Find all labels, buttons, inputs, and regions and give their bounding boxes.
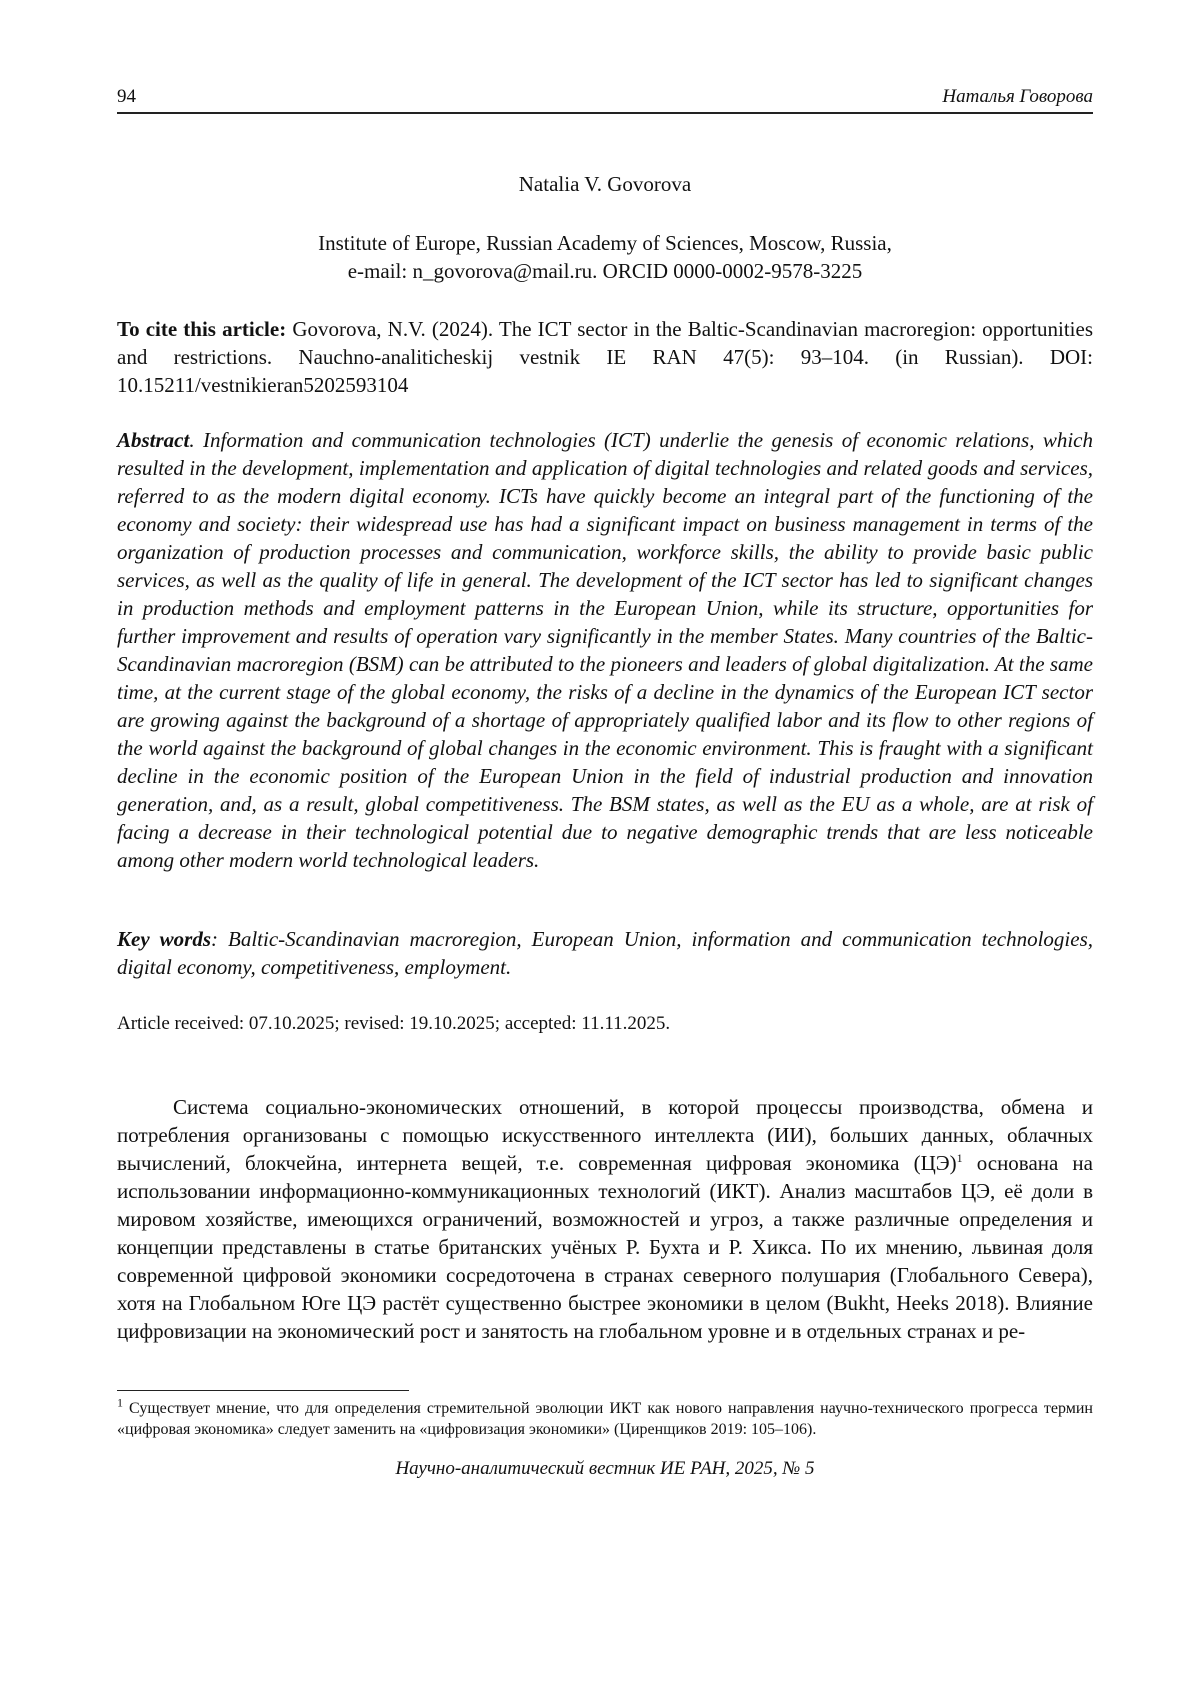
author-affiliation	[117, 229, 1093, 285]
footnote-text: Существует мнение, что для определения стремительной эволюции ИКТ как нового направления научно-технического прогресса термин «цифровая экономика» следует заменить на «цифровизация экономики» (Циренщиков 2019: 105–106).	[117, 1400, 1093, 1438]
citation-text: Govorova, N.V. (2024). The ICT sector in the Baltic-Scandinavian macroregion: opportunities and restrictions. Nauchno-analiticheskij vestnik IE RAN 47(5): 93–104. (in Russian). DOI: 10.15211/vestnikieran5202593104	[117, 317, 1093, 397]
abstract-label: Abstract	[117, 428, 190, 452]
body-text-part2: основана на использовании информационно-коммуникационных технологий (ИКТ). Анализ масштабов ЦЭ, её доли в мировом хозяйстве, имеющихся ограничений, возможностей и угроз, а также различные определения и концепции представлены в статье британских учёных Р. Бухта и Р. Хикса. По их мнению, львиная доля современной цифровой экономики сосредоточена в странах северного полушария (Глобального Севера), хотя на Глобальном Юге ЦЭ растёт существенно быстрее экономики в целом (Bukht, Heeks 2018). Влияние цифровизации на экономический рост и занятость на глобальном уровне и в отдельных странах и ре-	[117, 1151, 1093, 1343]
article-dates: Article received: 07.10.2025; revised: 19.10.2025; accepted: 11.11.2025.	[117, 1013, 671, 1034]
body-text-part1: Система социально-экономических отношений, в которой процессы производства, обмена и потребления организованы с помощью искусственного интеллекта (ИИ), больших данных, облачных вычислений, блокчейна, интернета вещей, т.е. современная цифровая экономика (ЦЭ)	[117, 1095, 1093, 1175]
keywords-block	[117, 925, 1093, 981]
body-paragraph	[117, 1093, 1093, 1345]
footnote-divider	[117, 1390, 409, 1391]
running-author: Наталья Говорова	[942, 86, 1093, 107]
abstract-block	[117, 426, 1093, 874]
citation-label: To cite this article:	[117, 317, 287, 341]
page-number: 94	[117, 86, 136, 107]
document-page	[117, 0, 1093, 1698]
running-header	[117, 84, 1093, 114]
citation-block	[117, 315, 1093, 399]
body-text	[117, 1093, 1093, 1345]
footnote-number: 1	[117, 1395, 123, 1410]
contact-line: e-mail: n_govorova@mail.ru. ORCID 0000-0002-9578-3225	[347, 259, 863, 283]
keywords-label: Key words	[117, 927, 212, 951]
footnote	[117, 1395, 1093, 1440]
journal-footer: Научно-аналитический вестник ИЕ РАН, 2025, № 5	[395, 1458, 815, 1479]
abstract-text: . Information and communication technologies (ICT) underlie the genesis of economic relations, which resulted in the development, implementation and application of digital technologies and related goods and services, referred to as the modern digital economy. ICTs have quickly become an integral part of the functioning of the economy and society: their widespread use has had a significant impact on business management in terms of the organization of production processes and communication, workforce skills, the ability to provide basic public services, as well as the quality of life in general. The development of the ICT sector has led to significant changes in production methods and employment patterns in the European Union, while its structure, opportunities for further improvement and results of operation vary significantly in the member States. Many countries of the Baltic-Scandinavian macroregion (BSM) can be attributed to the pioneers and leaders of global digitalization. At the same time, at the current stage of the global economy, the risks of a decline in the dynamics of the European ICT sector are growing against the background of a shortage of appropriately qualified labor and its flow to other regions of the world against the background of global changes in the economic environment. This is fraught with a significant decline in the economic position of the European Union in the field of industrial production and innovation generation, and, as a result, global competitiveness. The BSM states, as well as the EU as a whole, are at risk of facing a decrease in their technological potential due to negative demographic trends that are less noticeable among other modern world technological leaders.	[117, 428, 1093, 872]
footnote-reference: 1	[956, 1151, 963, 1165]
author-name: Natalia V. Govorova	[518, 172, 692, 196]
keywords-text: : Baltic-Scandinavian macroregion, European Union, information and communication technologies, digital economy, competitiveness, employment.	[117, 927, 1094, 979]
affiliation-line: Institute of Europe, Russian Academy of Sciences, Moscow, Russia,	[318, 231, 892, 255]
